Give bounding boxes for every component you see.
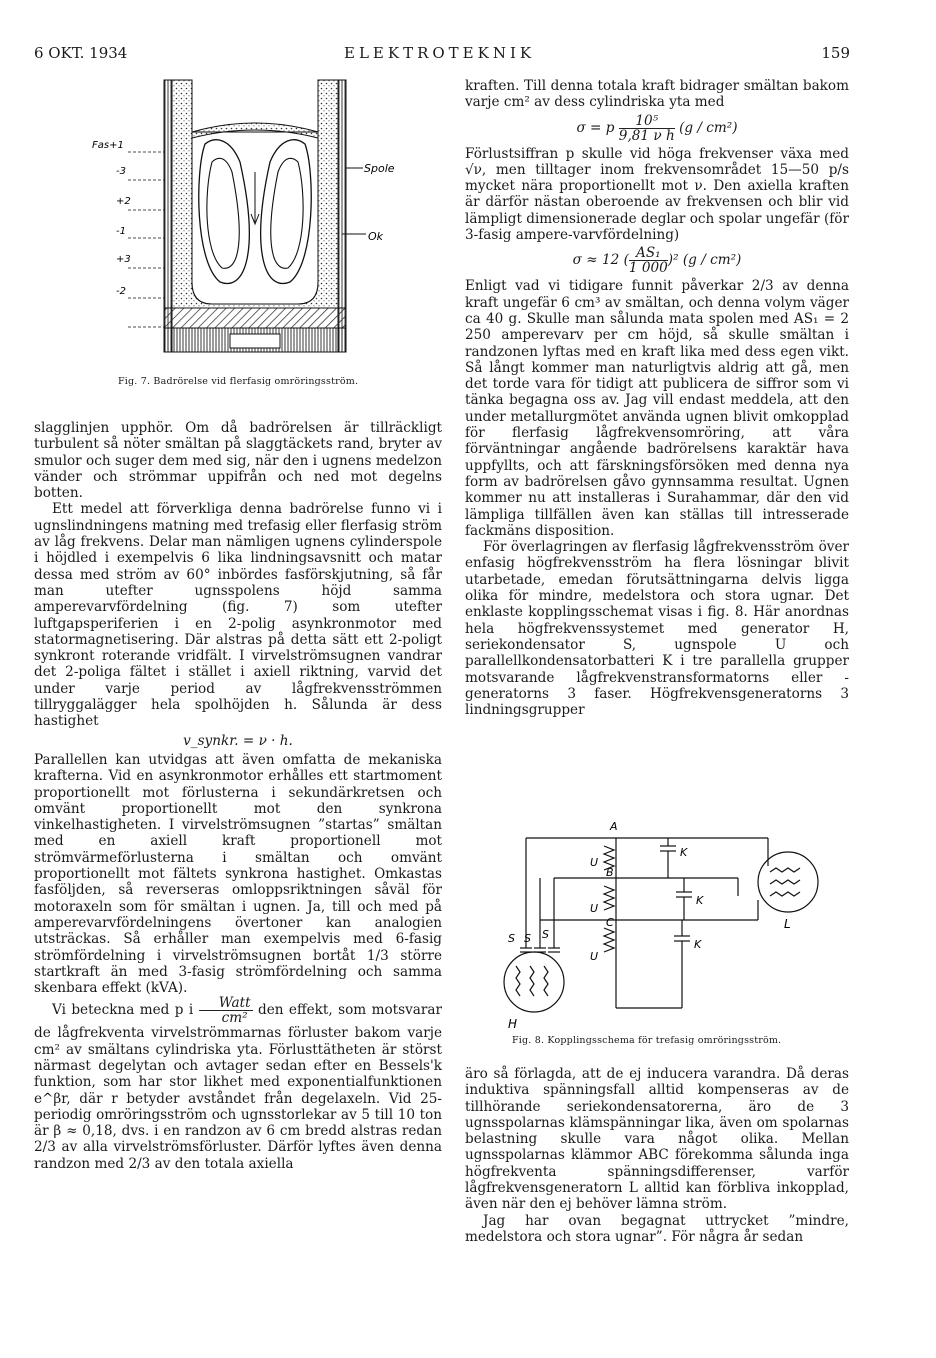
page-date: 6 OKT. 1934 <box>34 44 128 62</box>
eq1-lhs: σ = p <box>576 119 615 136</box>
fig7-label-p3: +3 <box>116 254 131 265</box>
equation-sigma-2: σ ≈ 12 ( $\frac{\text{AS₁}}{1 000}$ )² (g / cm²) <box>572 245 742 277</box>
fig8-label-s3: S <box>542 928 549 941</box>
right-paragraph-4: För överlagringen av flerfasig lågfrekvensström över enfasig högfrekvensström ha flera lösningar blivit utarbetade, emedan förutsättningarna delvis ligga olika för mindre, medelstora och stora ugnar. Det enklaste kopplingsschemat visas i fig. 8. Här anordnas hela högfrekvenssystemet med generator H, seriekondensator S, ugnspole U och parallellkondensatorbatteri K i tre parallella grupper motsvarande lågfrekvenstransformatorns eller -generatorns 3 faser. Högfrekvensgeneratorns 3 lindningsgrupper <box>465 539 849 719</box>
fig8-caption: Fig. 8. Kopplingsschema för trefasig omröringsström. <box>512 1035 782 1046</box>
right-column-bottom <box>465 1066 849 1245</box>
fig8-label-k1: K <box>680 846 688 859</box>
journal-title: ELEKTROTEKNIK <box>344 44 536 62</box>
eq1-num: 10⁵ <box>619 114 675 129</box>
left-paragraph-4 <box>34 996 442 1172</box>
equation-sigma-1 <box>465 114 849 143</box>
fig8-label-k2: K <box>696 894 704 907</box>
left-paragraph-2: Ett medel att förverkliga denna badrörelse funno vi i ugnslindningens matning med trefasig eller flerfasig ström av låg frekvens. Delar man nämligen ugnens cylinderspole i höjdled i exempelvis 6 lika lindningsavsnitt och matar dessa med ström av 60° inbördes fasförskjutning, så får man utefter ugnsspolens höjd samma amperevarvfördelning (fig. 7) som utefter luftgapsperiferien i en 2-polig asynkronmotor med statormagnetisering. Där alstras på detta sätt ett 2-poligt synkront roterande vridfält. I virvelströmsugnen vandrar det 2-poliga fältet i stället i axiell riktning, varvid det under varje period av lågfrekvensströmmen tillryggalägger hela spolhöjden h. Sålunda är dess hastighet <box>34 501 442 730</box>
right-paragraph-5: äro så förlagda, att de ej inducera varandra. Då deras induktiva spänningsfall alltid kompenseras av de tillhörande seriekondensatorerna, äro de 3 ugnsspolarnas klämspänningar lika, även om spolarnas belastning skulle vara något olika. Mellan ugnsspolarnas klämmor ABC förekomma sålunda inga högfrekventa spänningsdifferenser, varför lågfrekvensgeneratorn L alltid kan förbliva inkopplad, även när den ej behöver lämna ström. <box>465 1066 849 1213</box>
fig8-circuit-diagram <box>488 816 828 1032</box>
eq1-rhs: (g / cm²) <box>679 119 738 136</box>
left-paragraph-4a: Vi beteckna med p i <box>52 1002 194 1019</box>
fig8-label-u1: U <box>590 856 599 869</box>
eq2-lhs: σ ≈ 12 <box>572 252 620 269</box>
page-number: 159 <box>821 44 850 62</box>
fig8-label-c: C <box>606 916 614 929</box>
fig8-label-s1: S <box>508 932 515 945</box>
eq1-den: 9,81 ν h <box>618 127 675 144</box>
left-paragraph-3: Parallellen kan utvidgas att även omfatta de mekaniska krafterna. Vid en asynkronmotor erhålles ett startmoment proportionellt mot förlusterna i sekundärkretsen och omvänt proportionellt mot den synkrona vinkelhastigheten. I virvelströmsugnen ”startas” smältan med en axiell kraft proportionell mot strömvärmeförlusterna i smältan och omvänt proportionellt mot fältets synkrona hastighet. Omkastas fasföljden, så reverseras omloppsriktningen såväl för motoraxeln som för smältan i ugnen. Ja, till och med på amperevarvfördelningens övertoner kan analogien utsträckas. Så erhåller man exempelvis med 6-fasig strömfördelning i virvelströmsugnen bortåt 1/3 större startkraft än med 3-fasig strömfördelning och samma skenbara effekt (kVA). <box>34 751 442 997</box>
fig8-label-l: L <box>784 917 791 931</box>
fig8-label-s2: S <box>524 932 531 945</box>
equation-v-synkr: v_synkr. = ν · h. <box>183 732 293 749</box>
fraction-watt-cm2 <box>199 996 253 1025</box>
fig7-label-p2: +2 <box>116 196 131 207</box>
fig7-label-spole: Spole <box>364 162 395 175</box>
left-paragraph-4b: den effekt, som motsvarar de lågfrekventa virvelströmmarnas förluster bakom varje cm² av smältans cylindriska yta. Förlusttätheten är störst närmast degelytan och avtager sedan efter en Bessels'k funktion, som har stor likhet med exponentialfunktionen e^βr, där r betyder avståndet från degelaxeln. Vid 25-periodig omröringsström och ugnsstorlekar av 5 till 10 ton är β ≈ 0,18, dvs. i en randzon av 6 cm bredd alstras redan 2/3 av alla virvelströmsförluster. Därför lyftes även denna randzon med 2/3 av den totala axiella <box>34 1002 442 1172</box>
left-paragraph-1: slagglinjen upphör. Om då badrörelsen är tillräckligt turbulent så nöter smältan på slaggtäckets rand, bryter av smulor och suger dem med sig, när den i ugnens medelzon vänder och strömmar uppifrån och ned mot degelns botten. <box>34 420 442 502</box>
fig7-label-m3: -3 <box>116 166 126 177</box>
right-paragraph-2: Förlustsiffran p skulle vid höga frekvenser växa med √ν, men tilltager inom frekvensområdet 15—50 p/s mycket nära proportionellt mot ν. Den axiella kraften är därför nästan oberoende av frekvensen och blir vid lämpligt dimensionerade deglar och spolar ungefär (för 3-fasig ampere-varvfördelning) <box>465 145 849 244</box>
fig7-label-m1: -1 <box>116 226 126 237</box>
fig7-label-ok: Ok <box>368 230 384 243</box>
right-column <box>465 78 849 718</box>
right-paragraph-3: Enligt vad vi tidigare funnit påverkar 2/3 av denna kraft ungefär 6 cm³ av smältan, och denna volym väger ca 40 g. Skulle man sålunda mata spolen med AS₁ = 2 250 amperevarv per cm höjd, så skulle smältan i randzonen lyftas med en kraft lika med dess egen vikt. Så långt kommer man naturligtvis aldrig att gå, men det torde vara för tidigt att publicera de siffror som vi tänka begagna oss av. Jag vill endast meddela, att den under metallurgmötet använda ugnen blivit omkopplad för flerfasig lågfrekvensomröring, att våra förväntningar angående badrörelsens karaktär hava uppfyllts, och att färskningsförsöken med denna nya form av badrörelsen gåvo gynnsamma resultat. Ugnen kommer nu att installeras i Surahammar, där den vid lämpliga tillfällen även kan ställas till intresserade fackmäns disposition. <box>465 278 849 539</box>
fig8-label-k3: K <box>694 938 702 951</box>
fig8-label-u3: U <box>590 950 599 963</box>
fig8-label-b: B <box>606 866 614 879</box>
fig8-label-h: H <box>508 1017 518 1031</box>
right-paragraph-6: Jag har ovan begagnat uttrycket ”mindre, medelstora och stora ugnar”. För några år sedan <box>465 1212 849 1245</box>
fig7-furnace-diagram <box>80 72 400 368</box>
left-column <box>34 420 442 1172</box>
frac-num: Watt <box>199 996 253 1011</box>
eq2-fraction <box>629 246 668 275</box>
eq1-fraction <box>619 114 675 143</box>
right-paragraph-1: kraften. Till denna totala kraft bidrager smältan bakom varje cm² av dess cylindriska yta med <box>465 78 849 111</box>
eq2-den: 1 000 <box>628 260 668 277</box>
fig8-label-a: A <box>610 820 618 833</box>
fig7-label-fas1: Fas+1 <box>92 140 124 151</box>
frac-den: cm² <box>221 1010 248 1027</box>
fig7-label-m2: -2 <box>116 286 126 297</box>
eq2-rhs: (g / cm²) <box>682 252 742 269</box>
fig8-label-u2: U <box>590 902 599 915</box>
eq2-num: AS₁ <box>629 246 668 261</box>
fig7-caption: Fig. 7. Badrörelse vid flerfasig omröringsström. <box>118 376 359 387</box>
